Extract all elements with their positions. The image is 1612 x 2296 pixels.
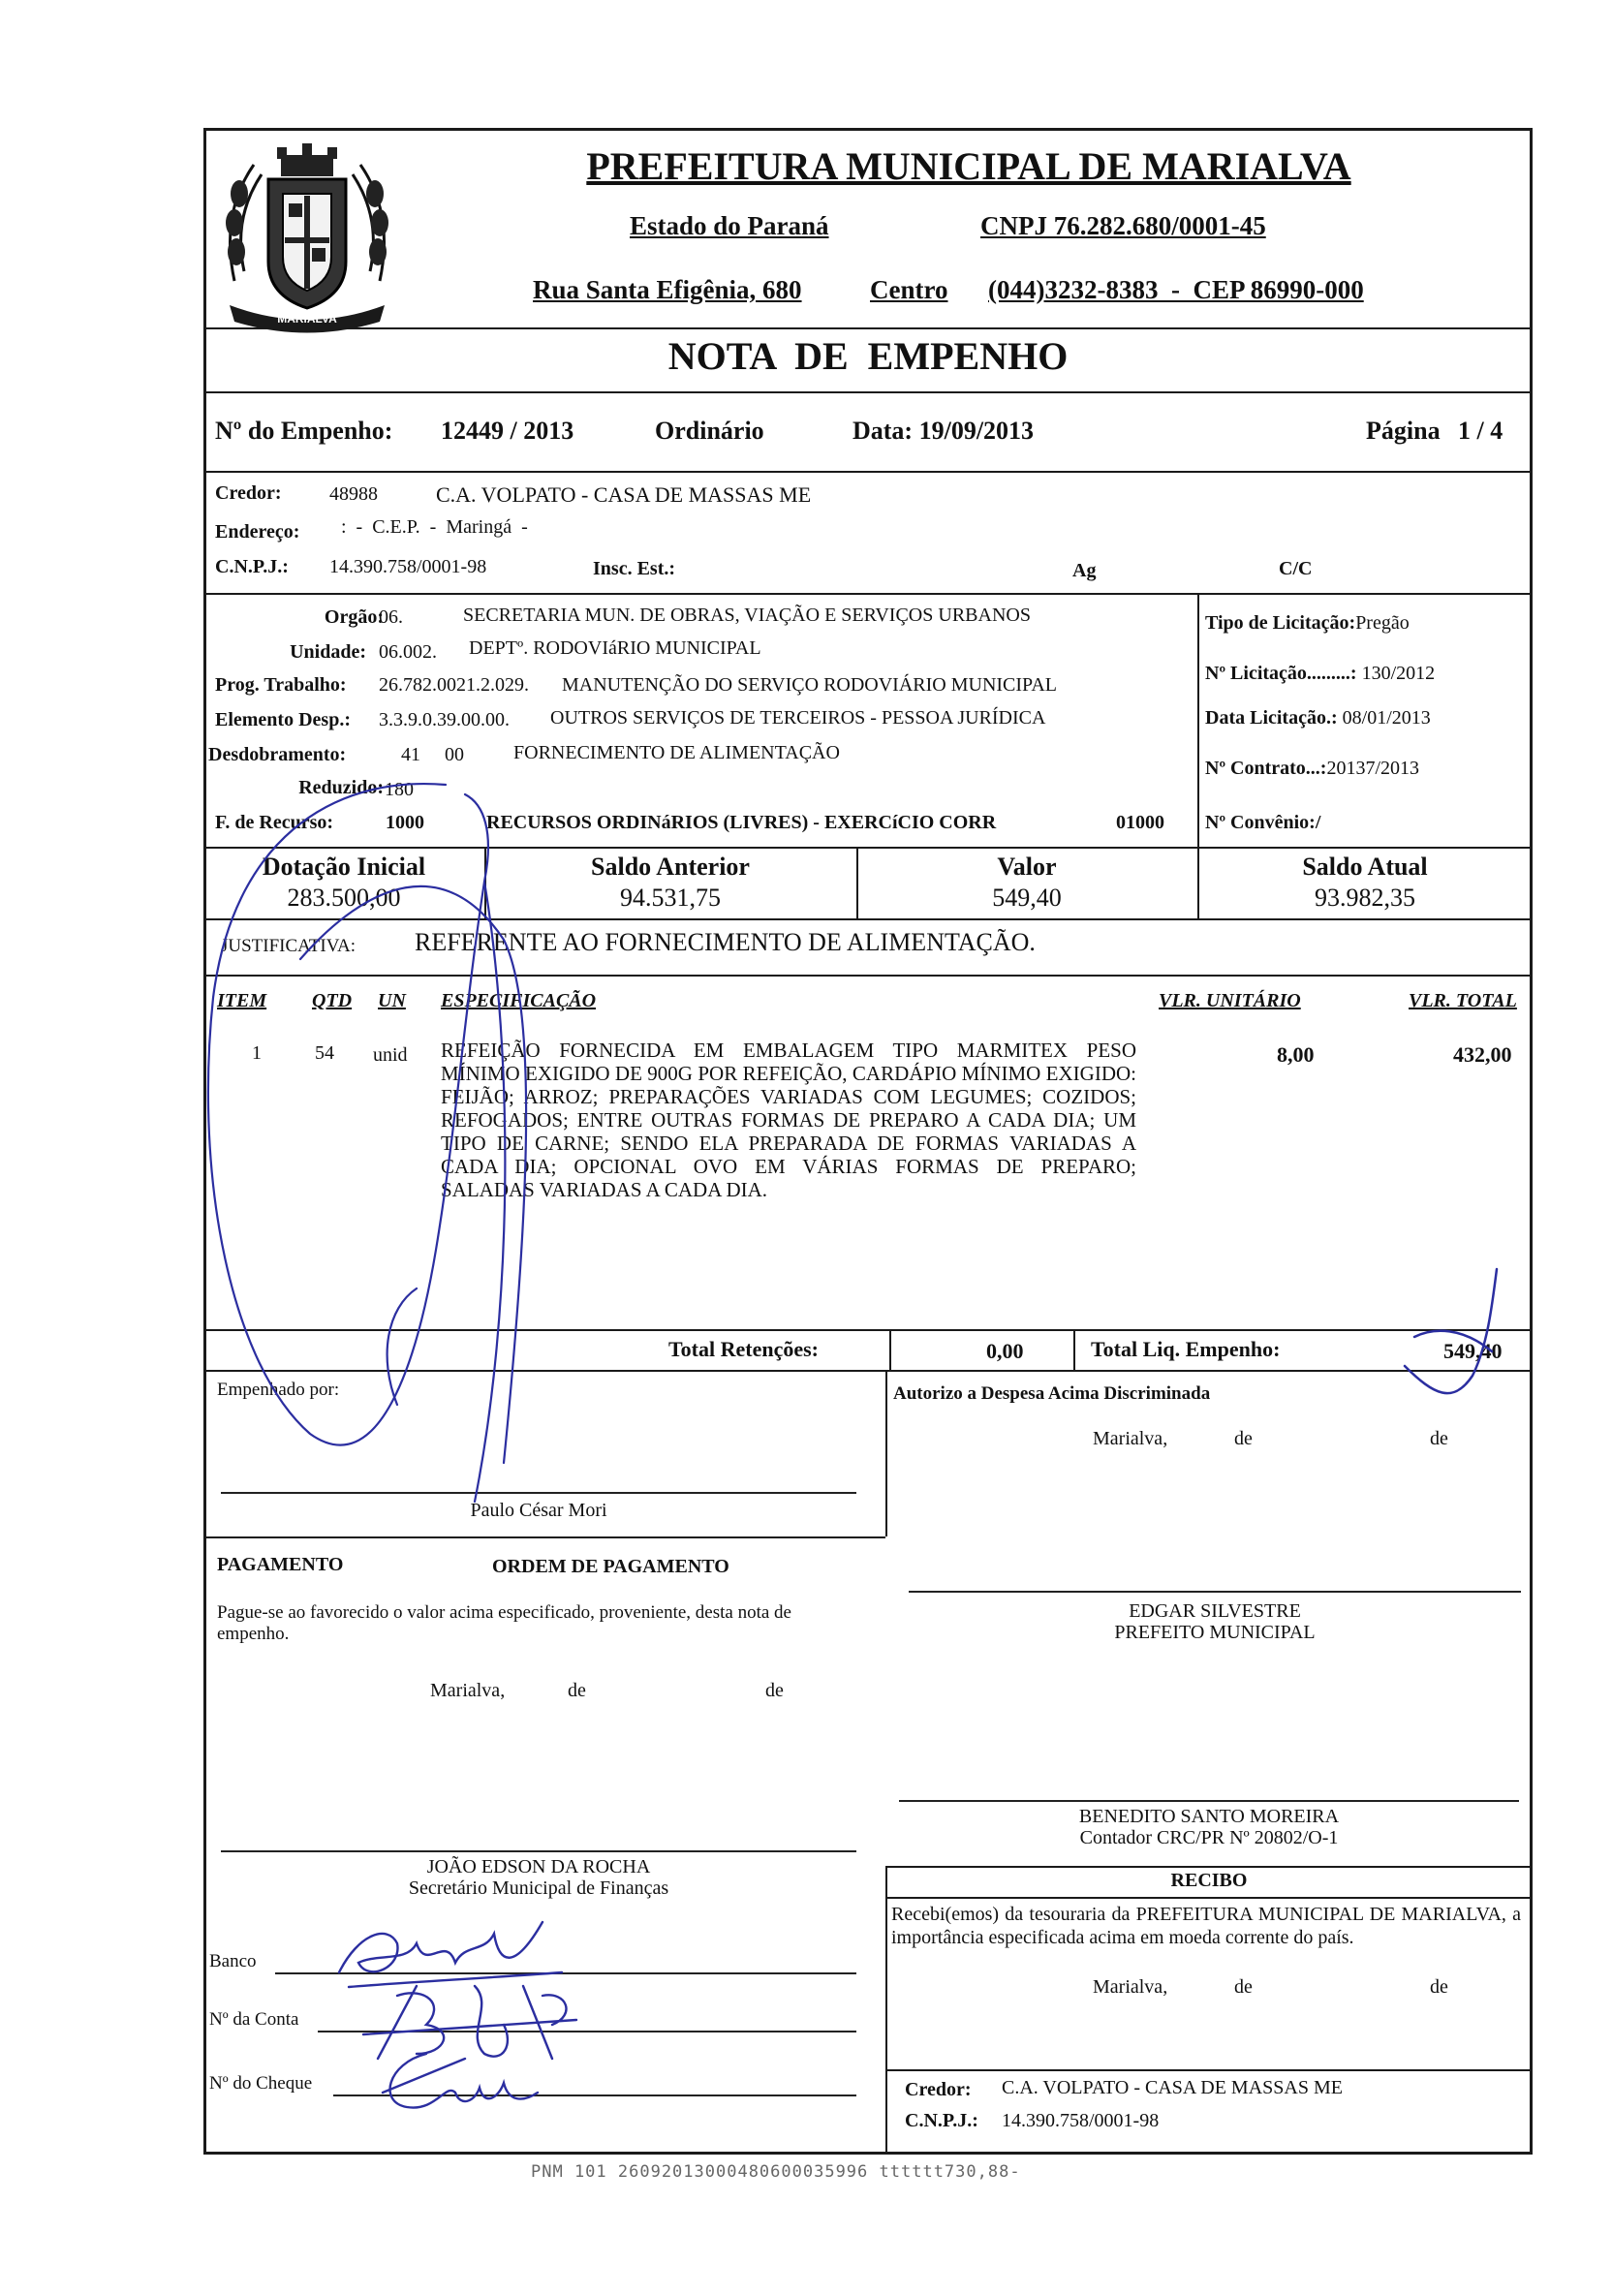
reduzido-value: 180 bbox=[385, 779, 414, 800]
col-qtd: QTD bbox=[312, 990, 353, 1011]
elemento-name: OUTROS SERVIÇOS DE TERCEIROS - PESSOA JURÍDICA bbox=[550, 707, 1046, 729]
orgao-code: 06. bbox=[379, 606, 403, 628]
recibo-cnpj-label: C.N.P.J.: bbox=[905, 2110, 978, 2131]
row-valor-total: 432,00 bbox=[1453, 1042, 1512, 1067]
account-label: C/C bbox=[1279, 558, 1313, 579]
recurso-label: F. de Recurso: bbox=[215, 812, 334, 833]
row-especificacao: REFEIÇÃO FORNECIDA EM EMBALAGEM TIPO MARMITEX PESO MÍNIMO EXIGIDO DE 900G POR REFEIÇÃO, CARDÁPIO MÍNIMO EXIGIDO: FEIJÃO; ARROZ; PREPARAÇÕES VARIADAS COM LEGUMES; COZIDOS; REFOGADOS; ENTRE OUTRAS FORMAS DE PREPARO A CADA DIA; UM TIPO DE CARNE; SENDO ELA PREPARADA DE FORMAS VARIADAS A CADA DIA; OPCIONAL OVO EM VÁRIAS FORMAS DE PREPARO; SALADAS VARIADAS A CADA DIA. bbox=[441, 1039, 1136, 1201]
data-licitacao: Data Licitação.: 08/01/2013 bbox=[1205, 707, 1431, 729]
recibo-cnpj-value: 14.390.758/0001-98 bbox=[1002, 2110, 1160, 2131]
pagamento-de-2: de bbox=[765, 1680, 784, 1701]
pagamento-text: Pague-se ao favorecido o valor acima especificado, proveniente, desta nota de empenho. bbox=[217, 1602, 791, 1644]
row-un: unid bbox=[373, 1044, 408, 1066]
prefeito-title: PREFEITO MUNICIPAL bbox=[1114, 1622, 1316, 1643]
total-liquido-label: Total Liq. Empenho: bbox=[1091, 1337, 1281, 1361]
recibo-de-2: de bbox=[1430, 1976, 1448, 1998]
empenhado-por-label: Empenhado por: bbox=[217, 1380, 340, 1400]
cnpj-label: C.N.P.J.: bbox=[215, 556, 289, 577]
footer-machine-code: PNM 101 26092013000480600035996 tttttt730,88- bbox=[531, 2162, 1021, 2182]
unidade-label: Unidade: bbox=[290, 641, 366, 663]
unidade-code: 06.002. bbox=[379, 641, 437, 663]
prog-trabalho-label: Prog. Trabalho: bbox=[215, 674, 347, 696]
total-retencoes-label: Total Retenções: bbox=[668, 1337, 819, 1361]
saldo-atual-label: Saldo Atual bbox=[1302, 853, 1428, 881]
recibo-text: Recebi(emos) da tesouraria da PREFEITURA MUNICIPAL DE MARIALVA, a importância especificada acima em moeda corrente do país. bbox=[891, 1904, 1521, 1948]
recibo-credor-name: C.A. VOLPATO - CASA DE MASSAS ME bbox=[1002, 2077, 1343, 2098]
unidade-name: DEPTº. RODOVIáRIO MUNICIPAL bbox=[469, 637, 761, 659]
endereco-label: Endereço: bbox=[215, 521, 300, 543]
credor-code: 48988 bbox=[329, 483, 378, 505]
secretario-name: JOÃO EDSON DA ROCHA bbox=[426, 1856, 651, 1877]
desdobramento-a: 41 bbox=[401, 744, 420, 765]
elemento-label: Elemento Desp.: bbox=[215, 709, 351, 730]
prefeito-name: EDGAR SILVESTRE bbox=[1129, 1600, 1301, 1622]
recibo-place: Marialva, bbox=[1093, 1976, 1168, 1998]
svg-text:MARIALVA: MARIALVA bbox=[277, 312, 337, 326]
reduzido-label: Reduzido: bbox=[298, 777, 384, 798]
autorizo-de-1: de bbox=[1234, 1428, 1253, 1449]
numero-convenio: Nº Convênio:/ bbox=[1205, 812, 1321, 833]
doc-title: NOTA DE EMPENHO bbox=[667, 334, 1069, 378]
desdobramento-label: Desdobramento: bbox=[208, 744, 347, 765]
justificativa-label: JUSTIFICATIVA: bbox=[221, 936, 356, 956]
recibo-de-1: de bbox=[1234, 1976, 1253, 1998]
pagamento-title: PAGAMENTO bbox=[217, 1554, 344, 1575]
page-label: Página bbox=[1366, 417, 1441, 445]
autorizo-place: Marialva, bbox=[1093, 1428, 1168, 1449]
dotacao-inicial-label: Dotação Inicial bbox=[262, 853, 426, 881]
pagamento-de-1: de bbox=[568, 1680, 586, 1701]
contador-title: Contador CRC/PR Nº 20802/O-1 bbox=[1079, 1827, 1339, 1848]
dotacao-inicial-value: 283.500,00 bbox=[287, 884, 401, 912]
row-valor-unitario: 8,00 bbox=[1277, 1042, 1315, 1067]
header-phone-cep: (044)3232-8383 - CEP 86990-000 bbox=[988, 275, 1364, 304]
total-retencoes-value: 0,00 bbox=[986, 1339, 1024, 1363]
col-valor-total: VLR. TOTAL bbox=[1409, 990, 1517, 1011]
empenho-label: Nº do Empenho: bbox=[215, 417, 393, 445]
recibo-title: RECIBO bbox=[1170, 1870, 1248, 1891]
credor-cnpj: 14.390.758/0001-98 bbox=[329, 556, 487, 577]
row-qtd: 54 bbox=[315, 1042, 334, 1064]
conta-label: Nº da Conta bbox=[209, 2009, 299, 2030]
empenho-number: 12449 / 2013 bbox=[441, 417, 574, 445]
total-liquido-value: 549,40 bbox=[1443, 1339, 1503, 1363]
numero-licitacao: Nº Licitação.........: 130/2012 bbox=[1205, 663, 1436, 684]
autorizo-de-2: de bbox=[1430, 1428, 1448, 1449]
recibo-credor-label: Credor: bbox=[905, 2079, 972, 2100]
header-cnpj: CNPJ 76.282.680/0001-45 bbox=[980, 211, 1266, 240]
valor-value: 549,40 bbox=[992, 884, 1062, 912]
secretario-title: Secretário Municipal de Finanças bbox=[408, 1877, 669, 1899]
recurso-name: RECURSOS ORDINáRIOS (LIVRES) - EXERCíCIO CORR bbox=[486, 812, 997, 833]
insc-est-label: Insc. Est.: bbox=[593, 558, 676, 579]
valor-label: Valor bbox=[997, 853, 1057, 881]
row-item: 1 bbox=[252, 1042, 262, 1064]
justificativa-text: REFERENTE AO FORNECIMENTO DE ALIMENTAÇÃO. bbox=[415, 928, 1036, 956]
credor-label: Credor: bbox=[215, 482, 282, 504]
empenhado-por-name: Paulo César Mori bbox=[470, 1500, 607, 1521]
endereco-value: : - C.E.P. - Maringá - bbox=[341, 516, 528, 538]
pagamento-place: Marialva, bbox=[430, 1680, 506, 1701]
prefeitura-title: PREFEITURA MUNICIPAL DE MARIALVA bbox=[586, 144, 1351, 188]
agency-label: Ag bbox=[1072, 560, 1097, 581]
page-number: 1 / 4 bbox=[1458, 417, 1504, 445]
autorizo-text: Autorizo a Despesa Acima Discriminada bbox=[893, 1383, 1211, 1404]
cheque-label: Nº do Cheque bbox=[209, 2073, 313, 2094]
col-item: ITEM bbox=[217, 990, 267, 1011]
desdobramento-b: 00 bbox=[445, 744, 464, 765]
recurso-code: 1000 bbox=[386, 812, 424, 833]
col-un: UN bbox=[378, 990, 406, 1011]
banco-label: Banco bbox=[209, 1951, 257, 1971]
empenho-date: Data: 19/09/2013 bbox=[852, 417, 1035, 445]
recurso-code-2: 01000 bbox=[1116, 812, 1164, 833]
orgao-label: Orgão: bbox=[324, 606, 384, 628]
contador-name: BENEDITO SANTO MOREIRA bbox=[1078, 1806, 1340, 1827]
orgao-name: SECRETARIA MUN. DE OBRAS, VIAÇÃO E SERVIÇOS URBANOS bbox=[463, 605, 1031, 626]
saldo-atual-value: 93.982,35 bbox=[1315, 884, 1415, 912]
saldo-anterior-value: 94.531,75 bbox=[620, 884, 721, 912]
coat-of-arms-seal bbox=[215, 136, 399, 339]
col-especificacao: ESPECIFICAÇÃO bbox=[441, 990, 597, 1011]
col-valor-unitario: VLR. UNITÁRIO bbox=[1159, 990, 1301, 1011]
credor-name: C.A. VOLPATO - CASA DE MASSAS ME bbox=[436, 482, 812, 507]
tipo-licitacao: Tipo de Licitação:Pregão bbox=[1205, 612, 1410, 634]
saldo-anterior-label: Saldo Anterior bbox=[591, 853, 750, 881]
prog-trabalho-code: 26.782.0021.2.029. bbox=[379, 674, 529, 696]
desdobramento-name: FORNECIMENTO DE ALIMENTAÇÃO bbox=[513, 742, 840, 763]
prog-trabalho-name: MANUTENÇÃO DO SERVIÇO RODOVIÁRIO MUNICIPAL bbox=[562, 674, 1058, 696]
empenho-type: Ordinário bbox=[655, 417, 764, 445]
state-name: Estado do Paraná bbox=[630, 211, 829, 240]
numero-contrato: Nº Contrato...:20137/2013 bbox=[1205, 758, 1420, 779]
header-street: Rua Santa Efigênia, 680 bbox=[533, 275, 802, 304]
elemento-code: 3.3.9.0.39.00.00. bbox=[379, 709, 510, 730]
ordem-pagamento-title: ORDEM DE PAGAMENTO bbox=[492, 1556, 729, 1577]
header-district: Centro bbox=[870, 275, 948, 304]
